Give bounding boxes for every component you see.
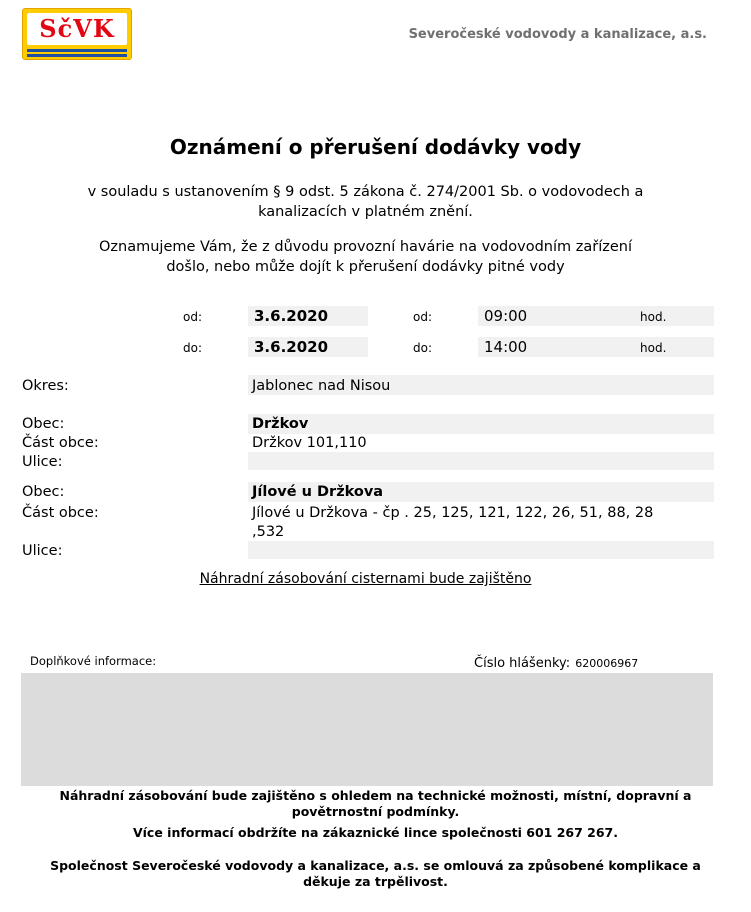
part-label: Část obce: — [22, 505, 99, 521]
company-name: Severočeské vodovody a kanalizace, a.s. — [408, 27, 707, 42]
part-value: Jílové u Držkova - čp . 25, 125, 121, 122, 26, 51, 88, 28 — [252, 505, 654, 521]
to-time-label: do: — [413, 341, 433, 355]
street-label: Ulice: — [22, 543, 63, 559]
logo-stripe — [27, 54, 127, 57]
from-hours-unit: hod. — [640, 310, 667, 324]
municipality-label: Obec: — [22, 416, 65, 432]
report-number-label: Číslo hlášenky: — [474, 656, 571, 671]
company-logo — [22, 8, 132, 60]
municipality-label: Obec: — [22, 484, 65, 500]
to-date-label: do: — [183, 341, 203, 355]
additional-info-box — [21, 673, 713, 786]
street-field — [248, 541, 714, 559]
footer-apology: Společnost Severočeské vodovody a kanalizace, a.s. se omlouvá za způsobené komplikace a děkuje za trpělivost. — [50, 858, 701, 889]
to-hours-unit: hod. — [640, 341, 667, 355]
street-field — [248, 452, 714, 470]
footer-substitute-supply: Náhradní zásobování bude zajištěno s ohledem na technické možnosti, místní, dopravní a povětrnostní podmínky. — [59, 788, 692, 819]
footer-hotline: Více informací obdržíte na zákaznické lince společnosti 601 267 267. — [132, 825, 619, 840]
report-number: 620006967 — [575, 657, 639, 670]
logo-text: SčVK — [27, 13, 127, 45]
from-date-label: od: — [183, 310, 203, 324]
street-label: Ulice: — [22, 454, 63, 470]
from-time: 09:00 — [478, 306, 714, 326]
district-label: Okres: — [22, 378, 69, 394]
additional-info-label: Doplňkové informace: — [30, 654, 157, 668]
to-time: 14:00 — [478, 337, 714, 357]
legal-basis: v souladu s ustanovením § 9 odst. 5 zákona č. 274/2001 Sb. o vodovodech a kanalizacích v platném znění. — [87, 184, 644, 220]
municipality-field — [248, 414, 714, 434]
part-value-continued: ,532 — [252, 524, 285, 540]
municipality-value: Jílové u Držkova — [252, 484, 384, 500]
to-date: 3.6.2020 — [248, 337, 368, 357]
municipality-value: Držkov — [252, 416, 309, 432]
from-date: 3.6.2020 — [248, 306, 368, 326]
substitute-supply-note: Náhradní zásobování cisternami bude zajištěno — [199, 571, 532, 587]
notice-title: Oznámení o přerušení dodávky vody — [169, 135, 582, 159]
part-label: Část obce: — [22, 435, 99, 451]
announcement: Oznamujeme Vám, že z důvodu provozní havárie na vodovodním zařízení došlo, nebo může dojít k přerušení dodávky pitné vody — [99, 239, 632, 275]
part-value: Držkov 101,110 — [252, 435, 367, 451]
logo-stripe — [27, 49, 127, 52]
report-number-row — [474, 652, 638, 671]
from-time-label: od: — [413, 310, 433, 324]
district-value: Jablonec nad Nisou — [252, 378, 391, 394]
